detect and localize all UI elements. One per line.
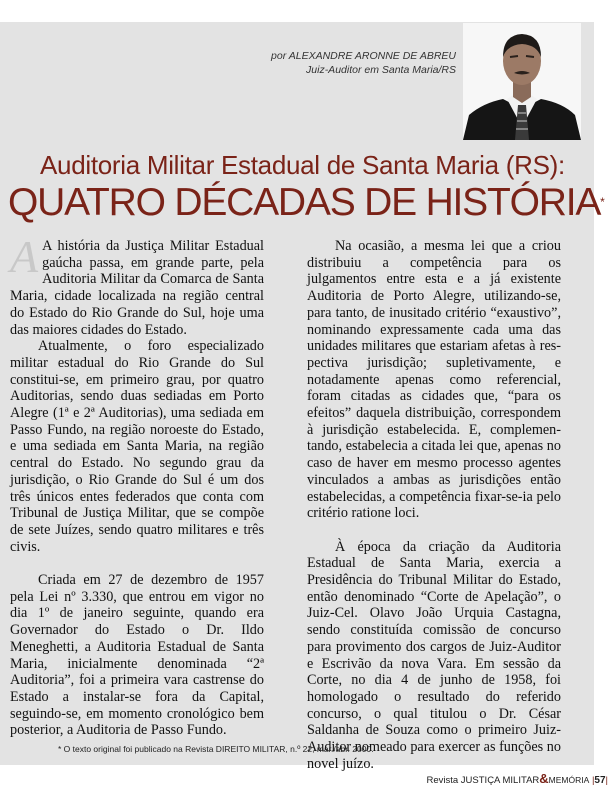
title-main: QUATRO DÉCADAS DE HISTÓRIA <box>8 181 601 224</box>
column-right <box>307 238 561 772</box>
paragraph-5: À época da criação da Auditoria Estadual de Santa Maria, exercia a Presidência do Tribunal Militar do Estado, então denominado “Corte de Apelação”, o Juiz-Cel. Olavo João Urquia Castagna, sendo constituída comissão de concurso para provimento dos cargos de Juiz-Auditor e Escrivão da nova Vara. Em sessão da Corte, no dia 4 de junho de 1958, foi homologado o resultado do referido concurso, o qual titulou o Dr. César Saldanha de Souza como o primeiro Juiz-Auditor nomeado para exercer as funções no novel juízo. <box>307 538 561 772</box>
magazine-ampersand: & <box>539 771 549 786</box>
page-separator-end: | <box>605 775 608 786</box>
paragraph-1: A A história da Justiça Militar Estadual gaúcha passa, em grande parte, pela Auditoria Militar da Comarca de Santa Maria, cidade localizada na região central do Estado do Rio Grande do Sul, hoje uma das maiores cidades do Estado. <box>10 231 264 338</box>
page-number: 57 <box>594 775 606 786</box>
author-photo <box>463 23 581 140</box>
title-footnote-marker: * <box>600 195 605 209</box>
magazine-footer <box>426 771 608 786</box>
paragraph-2: Atualmente, o foro especializado militar estadual do Rio Grande do Sul constitui-se, em primeiro grau, por quatro Auditorias, sendo duas sediadas em Porto Alegre (1ª e 2ª Auditorias), uma sediada em Passo Fundo, na região noroeste do Estado, e uma sediada em Santa Maria, na região central do Estado. No segundo grau da jurisdição, o Rio Grande do Sul é um dos três únicos entes federados que conta com Tribunal de Justiça Militar, que se compõe de sete Juízes, sendo quatro militares e três civis. <box>10 338 264 555</box>
page-separator: | <box>591 775 595 786</box>
title-line-2 <box>8 181 605 225</box>
paragraph-4: Na ocasião, a mesma lei que a criou distribuiu a competência para os julgamentos entre esta e a já existente Auditoria de Porto Alegre, utilizando-se, para tanto, de inusitado critério “exaustivo”, nominando expressamente cada uma das unidades militares que estariam afetas à res-pectiva jurisdição; supletivamente, e notadamente apenas como referencial, foram citadas as cidades que, “para os efeitos” daquela distribuição, correspondem à jurisdição estabelecida. E, complemen-tando, estabelecia a citada lei que, apenas no caso de haver em mesmo processo agentes vinculados a ambas as jurisdições então estabelecidas, a competência fixar-se-ia pelo critério ratione loci. <box>307 238 561 522</box>
magazine-memoria: MEMÓRIA <box>548 775 590 785</box>
author-role: Juiz-Auditor em Santa Maria/RS <box>306 64 456 76</box>
byline <box>271 49 456 77</box>
title-line-1: Auditoria Militar Estadual de Santa Maria (RS): <box>40 150 565 180</box>
column-left <box>10 231 264 739</box>
footnote: * O texto original foi publicado na Revista DIREITO MILITAR, n.º 22, mar./abr. 2000. <box>58 744 374 754</box>
author-name: por ALEXANDRE ARONNE DE ABREU <box>271 50 456 62</box>
drop-cap: A <box>10 231 39 282</box>
portrait-photo-icon <box>463 23 581 140</box>
magazine-name: Revista JUSTIÇA MILITAR <box>426 775 540 786</box>
paragraph-3: Criada em 27 de dezembro de 1957 pela Lei nº 3.330, que entrou em vigor no dia 1º de janeiro seguinte, quando era Governador do Estado o Dr. Ildo Meneghetti, a Auditoria Estadual de Santa Maria, inicialmente denominada “2ª Auditoria”, foi a primeira vara castrense do Estado a instalar-se fora da Capital, seguindo-se, em momento cronológico bem posterior, a Auditoria de Passo Fundo. <box>10 572 264 739</box>
